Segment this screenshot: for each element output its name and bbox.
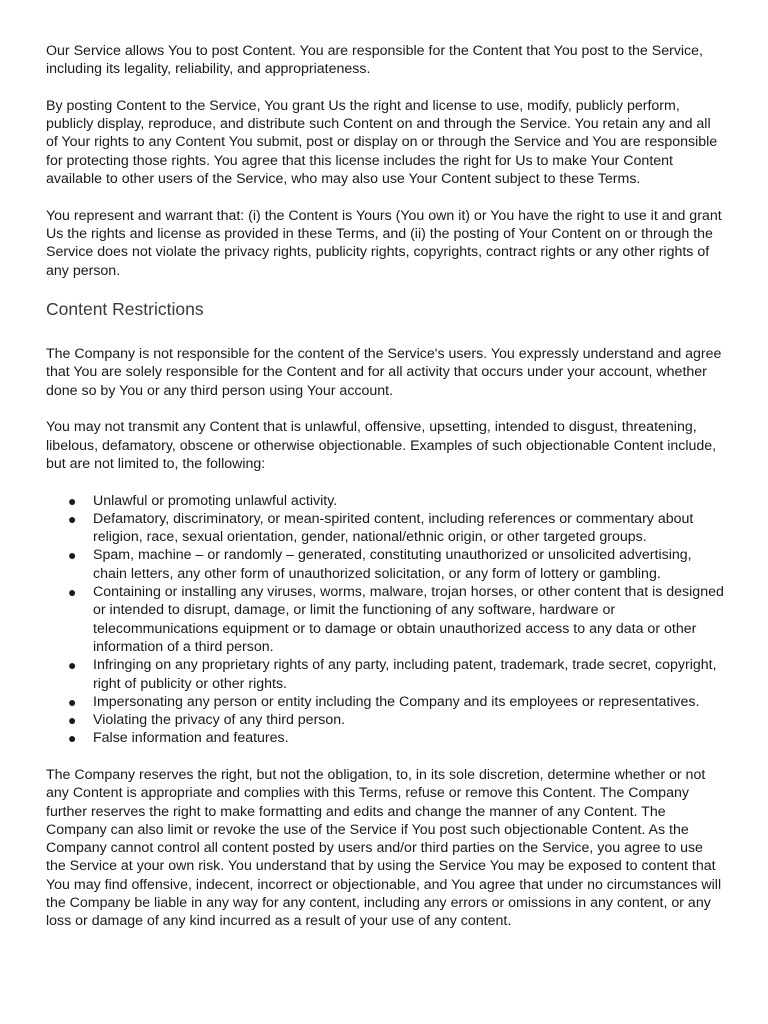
restrictions-intro-paragraph: You may not transmit any Content that is unlawful, offensive, upsetting, intended to disgust, threatening, libelous, defamatory, obscene or otherwise objectionable. Examples of such objectionable Content include, but are not limited to, the following:	[46, 419, 717, 472]
bullet-icon: ●	[68, 693, 77, 710]
bullet-icon: ●	[68, 547, 77, 564]
list-item	[46, 711, 726, 729]
bullet-icon: ●	[68, 492, 77, 509]
content-license-paragraph: By posting Content to the Service, You grant Us the right and license to use, modify, publicly perform, publicly display, reproduce, and distribute such Content on and through the Service. You retain any and all of Your rights to any Content You submit, post or display on or through the Service and You are responsible for protecting those rights. You agree that this license includes the right for Us to make Your Content available to other users of the Service, who may also use Your Content subject to these Terms.	[46, 97, 718, 188]
content-paragraph-1: Our Service allows You to post Content. You are responsible for the Content that You post to the Service, including its legality, reliability, and appropriateness.	[46, 43, 703, 78]
list-item-text: Unlawful or promoting unlawful activity.	[93, 492, 338, 509]
list-item	[46, 656, 726, 693]
list-item	[46, 510, 726, 547]
bullet-icon: ●	[68, 510, 77, 527]
list-item	[46, 492, 726, 510]
list-item-text: Infringing on any proprietary rights of any party, including patent, trademark, trade secret, copyright, right of publicity or other rights.	[93, 657, 717, 692]
bullet-icon: ●	[68, 712, 77, 729]
list-item-text: Defamatory, discriminatory, or mean-spirited content, including references or commentary about religion, race, sexual orientation, gender, national/ethnic origin, or other targeted groups.	[93, 510, 694, 546]
list-item-text: False information and features.	[93, 730, 289, 747]
content-warranty-paragraph: You represent and warrant that: (i) the Content is Yours (You own it) or You have the right to use it and grant Us the rights and license as provided in these Terms, and (ii) the posting of Your Content on or through the Service does not violate the privacy rights, publicity rights, copyrights, contract rights or any other rights of any person.	[46, 207, 722, 279]
bullet-icon: ●	[68, 730, 77, 747]
restrictions-responsibility-paragraph: The Company is not responsible for the content of the Service's users. You expressly understand and agree that You are solely responsible for the Content and for all activity that occurs under your account, whether done so by You or any third person using Your account.	[46, 346, 722, 399]
list-item	[46, 583, 726, 656]
list-item-text: Violating the privacy of any third person.	[93, 712, 346, 729]
company-rights-paragraph: The Company reserves the right, but not the obligation, to, in its sole discretion, determine whether or not any Content is appropriate and complies with this Terms, refuse or remove this Content. The Company further reserves the right to make formatting and edits and change the manner of any Content. The Company can also limit or revoke the use of the Service if You post such objectionable Content. As the Company cannot control all content posted by users and/or third parties on the Service, you agree to use the Service at your own risk. You understand that by using the Service You may be exposed to content that You may find offensive, indecent, incorrect or objectionable, and You agree that under no circumstances will the Company be liable in any way for any content, including any errors or omissions in any content, or any loss or damage of any kind incurred as a result of your use of any content.	[46, 766, 722, 930]
list-item	[46, 729, 726, 747]
list-item-text: Spam, machine – or randomly – generated, constituting unauthorized or unsolicited advertising, chain letters, any other form of unauthorized solicitation, or any form of lottery or gambling.	[93, 547, 692, 582]
list-item	[46, 693, 726, 711]
list-item-text: Containing or installing any viruses, worms, malware, trojan horses, or other content that is designed or intended to disrupt, damage, or limit the functioning of any software, hardware or telecommunications equipment or to damage or obtain unauthorized access to any data or other information of a third person.	[93, 584, 724, 655]
list-item-text: Impersonating any person or entity including the Company and its employees or representatives.	[93, 693, 700, 710]
bullet-icon: ●	[68, 584, 77, 601]
list-item	[46, 546, 726, 583]
bullet-icon: ●	[68, 657, 77, 674]
objectionable-content-list	[46, 492, 726, 748]
section-heading-content-restrictions: Content Restrictions	[46, 299, 204, 320]
document-page	[46, 42, 726, 949]
